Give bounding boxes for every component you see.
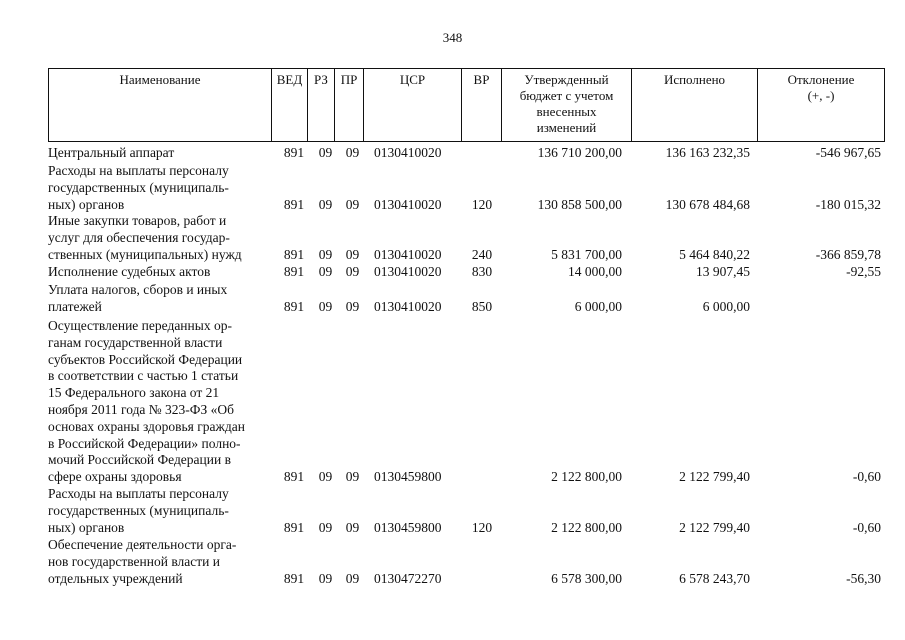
cell-budget: 136 710 200,00 <box>537 145 622 160</box>
cell-rz: 09 <box>318 145 333 160</box>
cell-csr: 0130410020 <box>374 246 442 262</box>
cell-vr: 850 <box>471 298 493 314</box>
cell-csr: 0130410020 <box>374 196 442 212</box>
row-name: Обеспечение деятельности орга- нов государственной власти и отдельных учреждений <box>48 537 237 586</box>
cell-rz: 09 <box>318 298 333 314</box>
cell-csr: 0130410020 <box>374 145 442 160</box>
cell-deviation: -546 967,65 <box>815 145 881 160</box>
header-budget: Утвержденный бюджет с учетом внесенных изменений <box>501 69 631 141</box>
row-name: Расходы на выплаты персоналу государственных (муниципаль- ных) органов <box>48 163 229 212</box>
cell-executed: 6 000,00 <box>702 298 750 314</box>
cell-vr: 830 <box>471 264 493 279</box>
cell-ved: 891 <box>283 298 305 314</box>
cell-budget: 5 831 700,00 <box>551 246 622 262</box>
cell-pr: 09 <box>345 469 360 485</box>
cell-pr: 09 <box>345 196 360 212</box>
cell-budget: 130 858 500,00 <box>537 196 622 212</box>
cell-budget: 2 122 800,00 <box>551 469 622 485</box>
row-name: Иные закупки товаров, работ и услуг для обеспечения государ- ственных (муниципальных) нужд <box>48 213 242 262</box>
cell-rz: 09 <box>318 196 333 212</box>
header-ved: ВЕД <box>271 69 307 141</box>
row-name: Осуществление переданных ор- ганам государственной власти субъектов Российской Федерации в соответствии с частью 1 статьи 15 Федерального закона от 21 ноября 2011 года № 323-ФЗ «Об основах охраны здоровья граждан в Российской Федерации» полно- мочий Российской Федерации в сфере охраны здоровья <box>48 318 245 485</box>
header-name: Наименование <box>119 72 201 87</box>
cell-pr: 09 <box>345 246 360 262</box>
cell-deviation: -92,55 <box>846 264 881 279</box>
cell-csr: 0130410020 <box>374 264 442 279</box>
cell-rz: 09 <box>318 519 333 535</box>
page-number: 348 <box>442 30 463 45</box>
cell-deviation: -0,60 <box>852 469 881 485</box>
cell-ved: 891 <box>283 196 305 212</box>
cell-deviation: -180 015,32 <box>815 196 881 212</box>
cell-ved: 891 <box>283 246 305 262</box>
table-header <box>48 68 885 142</box>
header-executed: Исполнено <box>631 69 757 141</box>
cell-csr: 0130472270 <box>374 570 442 586</box>
cell-budget: 6 578 300,00 <box>551 570 622 586</box>
cell-executed: 130 678 484,68 <box>665 196 750 212</box>
cell-rz: 09 <box>318 469 333 485</box>
header-deviation: Отклонение (+, -) <box>757 69 884 141</box>
cell-ved: 891 <box>283 519 305 535</box>
cell-budget: 2 122 800,00 <box>551 519 622 535</box>
cell-pr: 09 <box>345 519 360 535</box>
row-name: Центральный аппарат <box>48 145 175 160</box>
cell-budget: 6 000,00 <box>574 298 622 314</box>
cell-budget: 14 000,00 <box>568 264 622 279</box>
cell-executed: 5 464 840,22 <box>679 246 750 262</box>
cell-executed: 136 163 232,35 <box>665 145 750 160</box>
cell-pr: 09 <box>345 145 360 160</box>
cell-ved: 891 <box>283 145 305 160</box>
row-name: Уплата налогов, сборов и иных платежей <box>48 282 228 314</box>
cell-pr: 09 <box>345 570 360 586</box>
row-name: Расходы на выплаты персоналу государственных (муниципаль- ных) органов <box>48 486 229 535</box>
cell-executed: 13 907,45 <box>696 264 750 279</box>
cell-rz: 09 <box>318 570 333 586</box>
cell-pr: 09 <box>345 264 360 279</box>
cell-csr: 0130459800 <box>374 519 442 535</box>
cell-pr: 09 <box>345 298 360 314</box>
cell-deviation: -366 859,78 <box>815 246 881 262</box>
header-vr: ВР <box>461 69 501 141</box>
cell-csr: 0130410020 <box>374 298 442 314</box>
cell-deviation: -0,60 <box>852 519 881 535</box>
cell-rz: 09 <box>318 264 333 279</box>
cell-ved: 891 <box>283 264 305 279</box>
cell-rz: 09 <box>318 246 333 262</box>
header-pr: ПР <box>334 69 363 141</box>
cell-executed: 2 122 799,40 <box>679 469 750 485</box>
cell-vr: 240 <box>471 246 493 262</box>
cell-ved: 891 <box>283 570 305 586</box>
cell-executed: 2 122 799,40 <box>679 519 750 535</box>
cell-deviation: -56,30 <box>846 570 881 586</box>
cell-executed: 6 578 243,70 <box>679 570 750 586</box>
header-rz: РЗ <box>307 69 334 141</box>
cell-vr: 120 <box>471 196 493 212</box>
cell-ved: 891 <box>283 469 305 485</box>
cell-vr: 120 <box>471 519 493 535</box>
header-csr: ЦСР <box>363 69 461 141</box>
cell-csr: 0130459800 <box>374 469 442 485</box>
row-name: Исполнение судебных актов <box>48 264 211 279</box>
